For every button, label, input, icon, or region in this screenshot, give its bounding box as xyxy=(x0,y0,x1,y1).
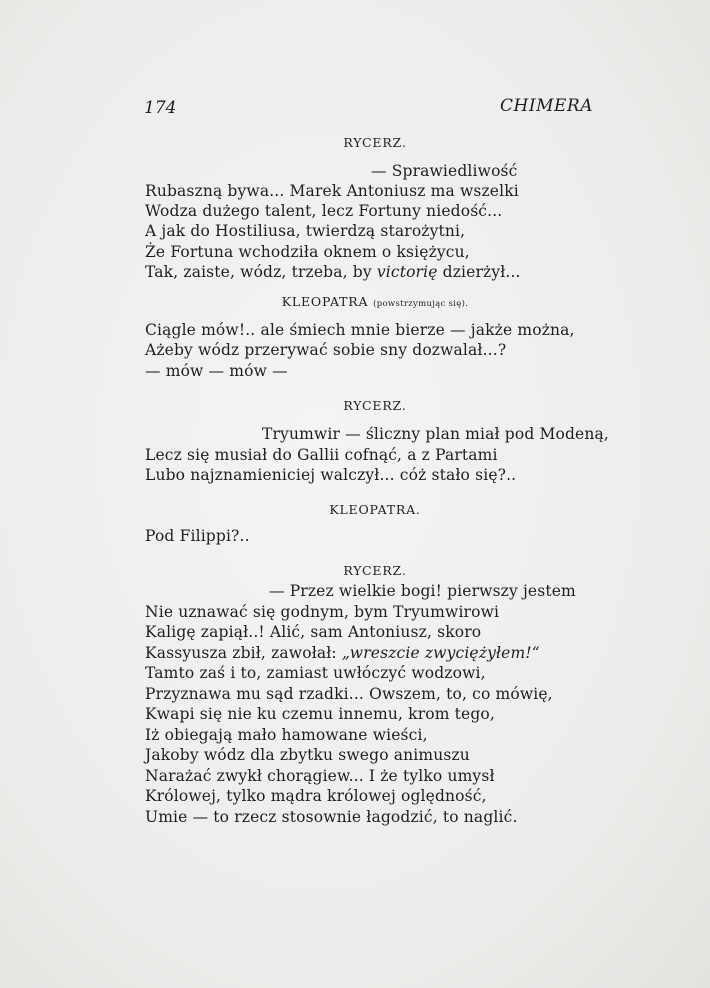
verse-line xyxy=(145,263,521,281)
verse-line: Ażeby wódz przerywać sobie sny dozwalał...? xyxy=(145,341,507,359)
verse-line: Lubo najznamieniciej walczył... cóż stało się?.. xyxy=(145,466,517,484)
verse-line: Kaligę zapiął..! Alić, sam Antoniusz, skoro xyxy=(145,623,482,641)
verse-line: Iż obiegają mało hamowane wieści, xyxy=(145,726,428,744)
speaker-name: RYCERZ. xyxy=(343,135,407,150)
speaker-heading xyxy=(115,398,635,413)
text-block xyxy=(145,0,609,988)
verse-line: Ciągle mów!.. ale śmiech mnie bierze — jakże można, xyxy=(145,321,575,339)
verse-line: Narażać zwykł chorągiew... I że tylko umysł xyxy=(145,767,495,785)
stage-direction: (powstrzymując się). xyxy=(373,299,469,309)
italic-word: victorię xyxy=(376,263,438,281)
verse-line: Tryumwir — śliczny plan miał pod Modeną, xyxy=(262,425,609,443)
speaker-heading xyxy=(115,502,635,517)
verse-line: Lecz się musiał do Gallii cofnąć, a z Partami xyxy=(145,446,498,464)
verse-line: Umie — to rzecz stosownie łagodzić, to naglić. xyxy=(145,808,518,826)
verse-fragment: Tak, zaiste, wódz, trzeba, by xyxy=(145,263,377,281)
verse-fragment: Kassyusza zbił, zawołał: xyxy=(145,644,342,662)
verse-line: Jakoby wódz dla zbytku swego animuszu xyxy=(145,746,470,764)
verse-line: — Przez wielkie bogi! pierwszy jestem xyxy=(269,582,576,600)
verse-line: Kwapi się nie ku czemu innemu, krom tego, xyxy=(145,705,495,723)
verse-line: Przyznawa mu sąd rzadki... Owszem, to, co mówię, xyxy=(145,685,553,703)
verse-line: — mów — mów — xyxy=(145,362,288,380)
verse-line: — Sprawiedliwość xyxy=(371,162,518,180)
speaker-name: RYCERZ. xyxy=(343,563,407,578)
speaker-heading xyxy=(115,135,635,150)
verse-line: Tamto zaś i to, zamiast uwłóczyć wodzowi, xyxy=(145,664,486,682)
verse-line: Że Fortuna wchodziła oknem o księżycu, xyxy=(145,243,470,261)
speaker-name: RYCERZ. xyxy=(343,398,407,413)
speaker-heading xyxy=(115,563,635,578)
verse-line: Rubaszną bywa... Marek Antoniusz ma wszelki xyxy=(145,182,519,200)
verse-line: Pod Filippi?.. xyxy=(145,527,250,545)
verse-line: Wodza dużego talent, lecz Fortuny niedość... xyxy=(145,202,503,220)
speaker-heading xyxy=(115,294,635,309)
italic-quote: „wreszcie zwyciężyłem!“ xyxy=(341,644,540,662)
verse-line: Królowej, tylko mądra królowej oględność, xyxy=(145,787,487,805)
verse-fragment: dzierżył... xyxy=(437,263,521,281)
verse-line: A jak do Hostiliusa, twierdzą starożytni, xyxy=(145,222,466,240)
verse-line xyxy=(145,644,540,662)
verse-line: Nie uznawać się godnym, bym Tryumwirowi xyxy=(145,603,500,621)
speaker-name: KLEOPATRA xyxy=(281,294,369,309)
running-head: CHIMERA xyxy=(500,96,593,116)
page-number: 174 xyxy=(144,98,177,118)
speaker-name: KLEOPATRA. xyxy=(329,502,421,517)
